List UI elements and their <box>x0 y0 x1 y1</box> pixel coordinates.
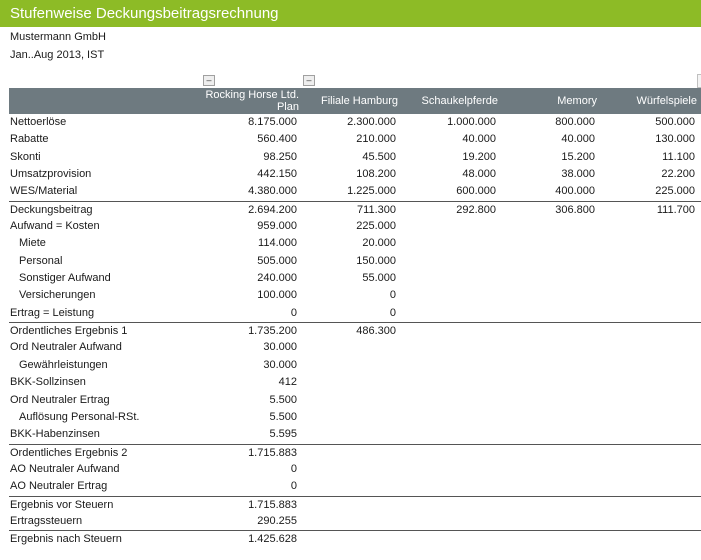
table-row <box>9 513 701 530</box>
row-label: Rabatte <box>10 133 49 146</box>
row-label: AO Neutraler Ertrag <box>10 480 108 493</box>
cell-value: 4.380.000 <box>248 185 297 198</box>
table-row <box>9 305 701 322</box>
cell-value: 486.300 <box>356 325 396 338</box>
horizontal-scroll-handle[interactable] <box>697 74 701 88</box>
row-label: Ordentliches Ergebnis 2 <box>10 446 128 459</box>
table-row <box>9 114 701 131</box>
cell-value: 1.715.883 <box>248 498 297 511</box>
row-label: Ord Neutraler Ertrag <box>10 393 110 406</box>
table-body <box>9 114 701 548</box>
column-header-rocking-horse[interactable] <box>199 88 299 115</box>
cell-value: 225.000 <box>655 185 695 198</box>
cell-value: 240.000 <box>257 272 297 285</box>
table-row <box>9 166 701 183</box>
cell-value: 2.300.000 <box>347 116 396 128</box>
cell-value: 1.715.883 <box>248 446 297 459</box>
cell-value: 560.400 <box>257 133 297 146</box>
row-label: BKK-Habenzinsen <box>10 428 100 441</box>
table-row <box>9 322 701 339</box>
cell-value: 108.200 <box>356 168 396 181</box>
cell-value: 19.200 <box>462 150 496 163</box>
cell-value: 40.000 <box>462 133 496 146</box>
cell-value: 2.694.200 <box>248 203 297 216</box>
cell-value: 225.000 <box>356 220 396 233</box>
row-label: Versicherungen <box>19 289 96 302</box>
collapse-column-button[interactable]: – <box>303 75 315 86</box>
column-header-line: Plan <box>276 101 299 113</box>
report-title: Stufenweise Deckungsbeitragsrechnung <box>0 0 701 27</box>
row-label: Ordentliches Ergebnis 1 <box>10 325 128 338</box>
row-label: Skonti <box>10 150 41 163</box>
table-row <box>9 201 701 218</box>
row-label: AO Neutraler Aufwand <box>10 462 120 475</box>
column-header-memory[interactable]: Memory <box>557 95 597 107</box>
row-label: Gewährleistungen <box>19 358 108 371</box>
cell-value: 20.000 <box>362 237 396 250</box>
cell-value: 5.500 <box>269 393 297 406</box>
table-row <box>9 235 701 252</box>
company-name: Mustermann GmbH <box>10 31 106 43</box>
cell-value: 15.200 <box>561 150 595 163</box>
cell-value: 114.000 <box>258 237 297 250</box>
cell-value: 1.225.000 <box>347 185 396 198</box>
cell-value: 711.300 <box>357 203 396 216</box>
cell-value: 11.100 <box>662 150 695 163</box>
cell-value: 0 <box>290 462 297 475</box>
cell-value: 30.000 <box>263 341 297 354</box>
cell-value: 0 <box>290 306 297 319</box>
table-row <box>9 426 701 443</box>
row-label: Sonstiger Aufwand <box>19 272 111 285</box>
row-label: Umsatzprovision <box>10 168 92 181</box>
cell-value: 38.000 <box>561 168 595 181</box>
cell-value: 600.000 <box>456 185 496 198</box>
table-row <box>9 461 701 478</box>
row-label: Ergebnis nach Steuern <box>10 533 122 546</box>
row-label: Ord Neutraler Aufwand <box>10 341 122 354</box>
table-row <box>9 478 701 495</box>
cell-value: 1.735.200 <box>248 325 297 338</box>
row-label: BKK-Sollzinsen <box>10 376 86 389</box>
cell-value: 290.255 <box>257 514 297 527</box>
row-label: Auflösung Personal-RSt. <box>19 410 140 423</box>
table-row <box>9 496 701 513</box>
period-label: Jan..Aug 2013, IST <box>10 49 105 61</box>
row-label: Ertragssteuern <box>10 514 83 527</box>
table-row <box>9 374 701 391</box>
table-header <box>9 88 701 114</box>
cell-value: 959.000 <box>257 220 297 233</box>
column-header-schaukelpferde[interactable]: Schaukelpferde <box>421 95 498 107</box>
cell-value: 0 <box>290 480 297 493</box>
cell-value: 400.000 <box>555 185 595 198</box>
row-label: Ergebnis vor Steuern <box>10 498 114 511</box>
cell-value: 5.500 <box>269 410 297 423</box>
column-header-wuerfelspiele[interactable]: Würfelspiele <box>636 95 697 107</box>
cell-value: 8.175.000 <box>248 116 297 128</box>
table-row <box>9 530 701 547</box>
row-label: WES/Material <box>10 185 78 198</box>
cell-value: 111.700 <box>656 203 695 216</box>
cell-value: 0 <box>389 306 396 319</box>
cell-value: 45.500 <box>362 150 396 163</box>
column-header-filiale-hamburg[interactable]: Filiale Hamburg <box>320 95 398 107</box>
cell-value: 1.425.628 <box>248 533 297 546</box>
cell-value: 210.000 <box>356 133 396 146</box>
table-row <box>9 270 701 287</box>
cell-value: 30.000 <box>263 358 297 371</box>
cell-value: 500.000 <box>655 116 695 128</box>
column-header-line: Rocking Horse Ltd. <box>205 89 299 101</box>
table-row <box>9 287 701 304</box>
table-row <box>9 409 701 426</box>
cell-value: 0 <box>389 289 396 302</box>
cell-value: 55.000 <box>362 272 396 285</box>
row-label: Miete <box>19 237 46 250</box>
cell-value: 150.000 <box>356 254 396 267</box>
cell-value: 48.000 <box>462 168 496 181</box>
cell-value: 5.595 <box>269 428 297 441</box>
cell-value: 306.800 <box>555 203 595 216</box>
cell-value: 22.200 <box>661 168 695 181</box>
row-label: Deckungsbeitrag <box>10 203 93 216</box>
table-row <box>9 253 701 270</box>
cell-value: 292.800 <box>456 203 496 216</box>
table-row <box>9 131 701 148</box>
cell-value: 100.000 <box>257 289 297 302</box>
row-label: Nettoerlöse <box>10 116 67 128</box>
cell-value: 412 <box>278 376 297 389</box>
cell-value: 40.000 <box>561 133 595 146</box>
row-label: Personal <box>19 254 63 267</box>
table-row <box>9 392 701 409</box>
cell-value: 800.000 <box>555 116 595 128</box>
table-row <box>9 183 701 200</box>
cell-value: 98.250 <box>263 150 297 163</box>
cell-value: 130.000 <box>655 133 695 146</box>
cell-value: 1.000.000 <box>447 116 496 128</box>
cell-value: 505.000 <box>257 254 297 267</box>
table-row <box>9 444 701 461</box>
table-row <box>9 149 701 166</box>
table-row <box>9 218 701 235</box>
collapse-column-button[interactable]: – <box>203 75 215 86</box>
table-row <box>9 339 701 356</box>
table-row <box>9 357 701 374</box>
row-label: Aufwand = Kosten <box>10 220 100 233</box>
row-label: Ertrag = Leistung <box>10 306 95 319</box>
cell-value: 442.150 <box>257 168 297 181</box>
